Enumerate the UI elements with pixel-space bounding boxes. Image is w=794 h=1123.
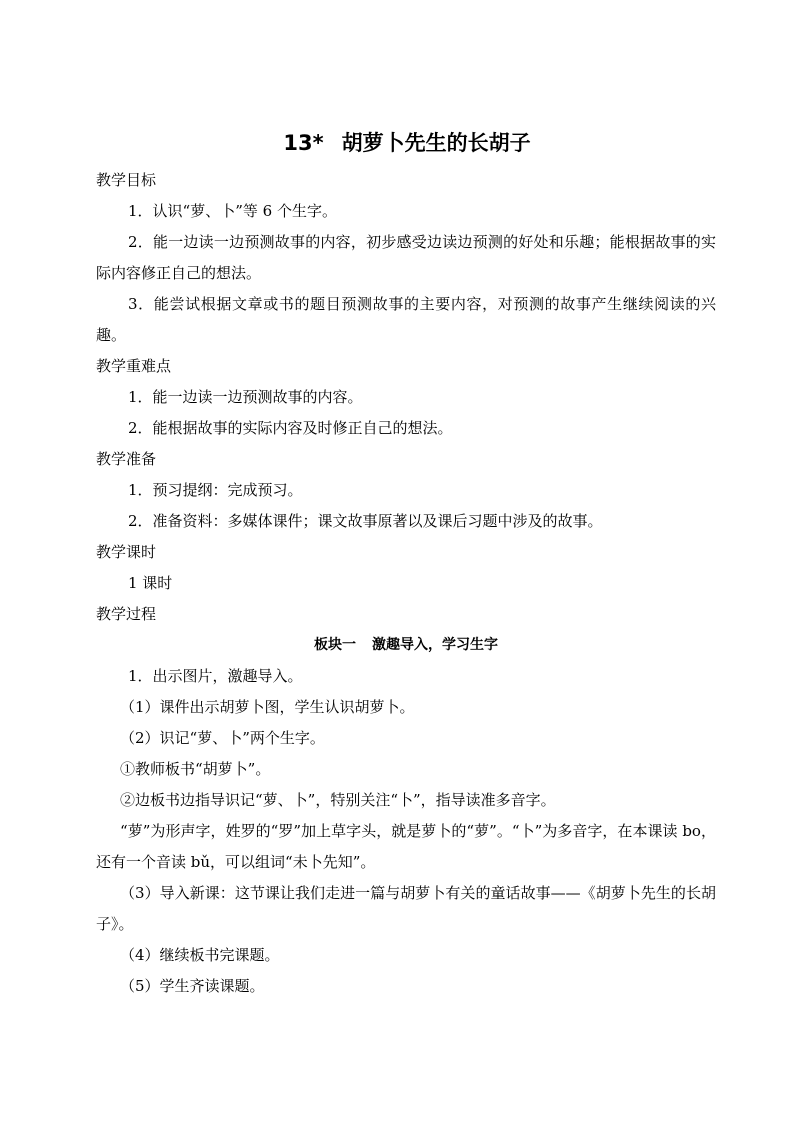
process-line-7: （3）导入新课：这节课让我们走进一篇与胡萝卜有关的童话故事——《胡萝卜先生的长胡子》。	[96, 884, 716, 933]
page-title	[0, 128, 794, 158]
lesson-number: 13*	[283, 131, 324, 155]
preparation-item-1: 1．预习提纲：完成预习。	[128, 481, 303, 499]
key-point-item-1: 1．能一边读一边预测故事的内容。	[128, 388, 363, 406]
document-body	[96, 165, 716, 1002]
section-heading-preparation: 教学准备	[96, 450, 157, 468]
goal-item-2: 2．能一边读一边预测故事的内容，初步感受边读边预测的好处和乐趣；能根据故事的实际内容修正自己的想法。	[96, 233, 716, 282]
preparation-item-2: 2．准备资料：多媒体课件；课文故事原著以及课后习题中涉及的故事。	[128, 512, 603, 530]
process-line-2: （1）课件出示胡萝卜图，学生认识胡萝卜。	[120, 698, 415, 716]
process-line-8: （4）继续板书完课题。	[120, 946, 280, 964]
section-heading-goals: 教学目标	[96, 171, 157, 189]
process-line-5: ②边板书边指导识记“萝、卜”，特别关注“卜”，指导读准多音字。	[120, 791, 556, 809]
block-title-label: 板块一	[314, 637, 356, 653]
process-line-6: “萝”为形声字，姓罗的“罗”加上草字头，就是萝卜的“萝”。“卜”为多音字，在本课读 bo，还有一个音读 bǔ，可以组词“未卜先知”。	[96, 822, 716, 871]
key-point-item-2: 2．能根据故事的实际内容及时修正自己的想法。	[128, 419, 453, 437]
hours-value: 1 课时	[128, 574, 173, 592]
process-line-3: （2）识记“萝、卜”两个生字。	[120, 729, 325, 747]
goal-item-3: 3．能尝试根据文章或书的题目预测故事的主要内容，对预测的故事产生继续阅读的兴趣。	[96, 295, 716, 344]
section-heading-key-points: 教学重难点	[96, 357, 172, 375]
lesson-title: 胡萝卜先生的长胡子	[341, 131, 531, 155]
section-heading-hours: 教学课时	[96, 543, 157, 561]
block-title-text: 激趣导入，学习生字	[372, 637, 498, 653]
process-line-1: 1．出示图片，激趣导入。	[128, 667, 303, 685]
process-line-4: ①教师板书“胡萝卜”。	[120, 760, 271, 778]
block-title	[96, 630, 716, 661]
goal-item-1: 1．认识“萝、卜”等 6 个生字。	[128, 202, 337, 220]
process-line-9: （5）学生齐读课题。	[120, 977, 265, 995]
section-heading-process: 教学过程	[96, 605, 157, 623]
